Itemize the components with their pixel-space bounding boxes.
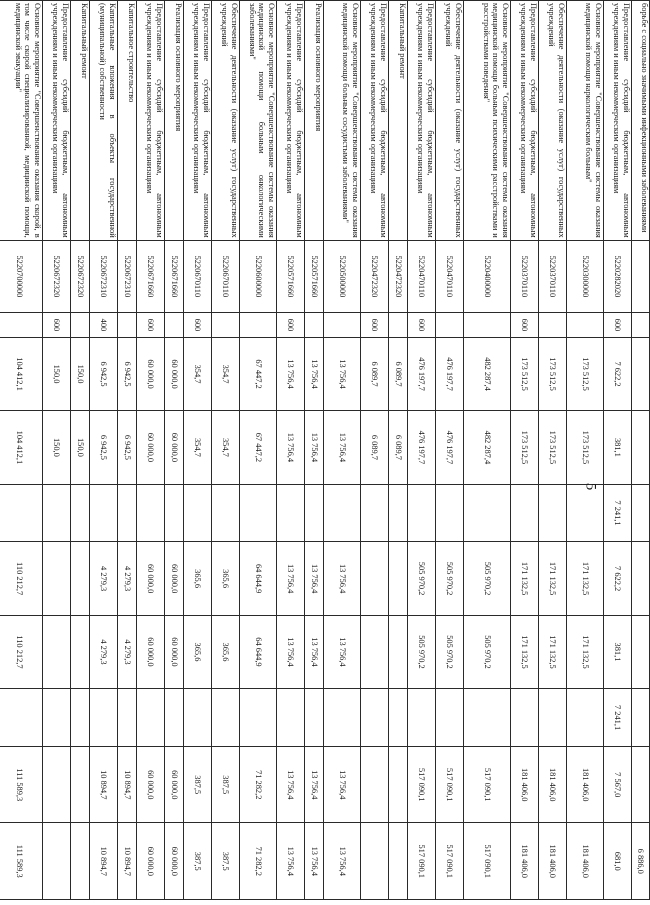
row-value-cell [567, 689, 604, 747]
row-value-cell [43, 689, 71, 747]
row-value-cell [43, 747, 71, 823]
row-value-cell: 13 756,4 [277, 823, 305, 900]
row-value-cell: 4 279,3 [90, 542, 118, 615]
row-value-cell [539, 689, 567, 747]
row-value-cell: 173 512,5 [567, 337, 604, 410]
table-row [212, 1, 240, 900]
row-code-cell: 5220672320 [71, 240, 90, 312]
row-name-cell: Предоставление субсидий бюджетным, автономным учреждениям и иным некоммерческим организациям [277, 1, 305, 241]
row-value-cell [184, 484, 212, 542]
row-value-cell [137, 484, 165, 542]
row-value-cell: 354,7 [212, 411, 240, 484]
row-value-cell [43, 542, 71, 615]
row-value-cell [240, 689, 277, 747]
row-value-cell: 150,0 [43, 337, 71, 410]
row-value-cell: 365,6 [212, 615, 240, 688]
row-vr-cell [632, 313, 650, 338]
table-row [305, 1, 324, 900]
table-row [436, 1, 464, 900]
row-value-cell: 150,0 [43, 411, 71, 484]
row-name-cell: Капитальные вложения в объекты государственной (муниципальной) собственности [90, 1, 118, 241]
row-code-cell: 5220571660 [305, 240, 324, 312]
row-value-cell [632, 484, 650, 542]
table-row [632, 1, 650, 900]
row-value-cell: 365,6 [212, 542, 240, 615]
table-row [361, 1, 389, 900]
row-value-cell: 64 644,9 [240, 615, 277, 688]
row-value-cell [436, 484, 464, 542]
row-value-cell: 171 132,5 [511, 542, 539, 615]
row-vr-cell [240, 313, 277, 338]
row-value-cell [539, 484, 567, 542]
row-value-cell [464, 484, 511, 542]
row-value-cell: 517 090,1 [464, 747, 511, 823]
row-value-cell: 181 406,0 [539, 747, 567, 823]
row-code-cell: 5220670110 [212, 240, 240, 312]
row-value-cell: 381,1 [604, 615, 632, 688]
row-value-cell [389, 484, 408, 542]
row-value-cell: 60 000,0 [137, 747, 165, 823]
row-code-cell: 5220500000 [324, 240, 361, 312]
row-value-cell [71, 615, 90, 688]
row-value-cell: 111 589,3 [0, 747, 43, 823]
row-value-cell: 13 756,4 [305, 615, 324, 688]
row-value-cell: 71 282,2 [240, 823, 277, 900]
row-value-cell: 505 970,2 [464, 542, 511, 615]
row-code-cell: 5220672310 [90, 240, 118, 312]
table-row [277, 1, 305, 900]
row-code-cell: 5220470110 [408, 240, 436, 312]
row-value-cell: 6 089,7 [361, 337, 389, 410]
table-row [240, 1, 277, 900]
row-name-cell: Реализация основного мероприятия [165, 1, 184, 241]
table-row [408, 1, 436, 900]
table-row [137, 1, 165, 900]
table-body [0, 1, 650, 900]
row-value-cell [277, 689, 305, 747]
row-code-cell: 5220370110 [539, 240, 567, 312]
row-value-cell: 4 279,3 [90, 615, 118, 688]
row-value-cell [212, 484, 240, 542]
row-value-cell: 60 000,0 [137, 337, 165, 410]
row-name-cell: Обеспечение деятельности (оказание услуг) государственных учреждений [539, 1, 567, 241]
row-vr-cell: 600 [184, 313, 212, 338]
row-value-cell: 13 756,4 [305, 747, 324, 823]
page-number: 5 [582, 482, 599, 491]
row-code-cell: 5220400000 [464, 240, 511, 312]
row-vr-cell [305, 313, 324, 338]
row-name-cell: Основное мероприятие "Совершенствование системы оказания медицинской помощи больным онкологическими заболеваниями" [240, 1, 277, 241]
row-value-cell: 13 756,4 [305, 823, 324, 900]
row-value-cell: 13 756,4 [277, 747, 305, 823]
row-value-cell: 13 756,4 [305, 542, 324, 615]
row-value-cell: 60 000,0 [137, 411, 165, 484]
row-value-cell: 505 970,2 [408, 542, 436, 615]
row-name-cell: Реализация основного мероприятия [305, 1, 324, 241]
row-value-cell: 517 090,1 [408, 747, 436, 823]
row-value-cell [632, 615, 650, 688]
row-value-cell [389, 689, 408, 747]
row-value-cell [632, 747, 650, 823]
row-value-cell: 67 447,2 [240, 411, 277, 484]
row-value-cell [43, 823, 71, 900]
row-value-cell: 64 644,9 [240, 542, 277, 615]
row-name-cell: Капитальное строительство [118, 1, 137, 241]
row-value-cell: 13 756,4 [277, 337, 305, 410]
row-vr-cell [539, 313, 567, 338]
row-value-cell: 505 970,2 [436, 542, 464, 615]
row-value-cell: 354,7 [184, 337, 212, 410]
row-vr-cell [567, 313, 604, 338]
row-value-cell: 476 197,7 [408, 337, 436, 410]
row-value-cell: 505 970,2 [408, 615, 436, 688]
row-vr-cell [389, 313, 408, 338]
row-value-cell [389, 615, 408, 688]
row-value-cell [632, 542, 650, 615]
row-code-cell: 5220700000 [0, 240, 43, 312]
row-value-cell [71, 484, 90, 542]
row-value-cell [71, 542, 90, 615]
table-row [71, 1, 90, 900]
row-value-cell: 171 132,5 [539, 615, 567, 688]
row-value-cell: 387,5 [184, 823, 212, 900]
row-value-cell: 6 942,5 [90, 411, 118, 484]
row-name-cell: Капитальный ремонт [71, 1, 90, 241]
row-value-cell: 6 089,7 [389, 337, 408, 410]
table-row [184, 1, 212, 900]
row-value-cell [389, 823, 408, 900]
row-value-cell [361, 747, 389, 823]
row-value-cell: 387,5 [184, 747, 212, 823]
row-code-cell: 5220470110 [436, 240, 464, 312]
row-name-cell: Капитальный ремонт [389, 1, 408, 241]
row-value-cell [71, 747, 90, 823]
table-row [118, 1, 137, 900]
row-value-cell: 7 567,0 [604, 747, 632, 823]
row-value-cell: 67 447,2 [240, 337, 277, 410]
row-value-cell: 71 282,2 [240, 747, 277, 823]
table-row [511, 1, 539, 900]
row-vr-cell: 600 [361, 313, 389, 338]
row-code-cell: 5220571660 [277, 240, 305, 312]
table-row [604, 1, 632, 900]
row-value-cell: 110 212,7 [0, 615, 43, 688]
row-value-cell [165, 689, 184, 747]
table-row [43, 1, 71, 900]
row-value-cell [305, 689, 324, 747]
row-value-cell: 354,7 [184, 411, 212, 484]
row-value-cell [408, 484, 436, 542]
row-value-cell: 171 132,5 [567, 615, 604, 688]
table-row [539, 1, 567, 900]
table-row [0, 1, 43, 900]
row-value-cell: 173 512,5 [539, 337, 567, 410]
row-value-cell [361, 823, 389, 900]
row-name-cell: Предоставление субсидий бюджетным, автономным учреждениям и иным некоммерческим организациям [511, 1, 539, 241]
row-value-cell: 171 132,5 [567, 542, 604, 615]
row-value-cell: 4 279,3 [118, 542, 137, 615]
row-vr-cell [71, 313, 90, 338]
row-value-cell: 173 512,5 [567, 411, 604, 484]
row-value-cell [361, 689, 389, 747]
row-value-cell: 13 756,4 [324, 823, 361, 900]
row-value-cell: 181 406,0 [511, 823, 539, 900]
row-value-cell: 517 090,1 [464, 823, 511, 900]
row-value-cell [305, 484, 324, 542]
row-value-cell [212, 689, 240, 747]
rotated-table-container [14, 0, 650, 900]
row-value-cell: 10 894,7 [118, 823, 137, 900]
row-value-cell [632, 411, 650, 484]
row-value-cell: 476 197,7 [436, 337, 464, 410]
row-name-cell: Основное мероприятие "Совершенствование системы оказания медицинской помощи наркологическим больным" [567, 1, 604, 241]
row-value-cell: 173 512,5 [511, 337, 539, 410]
row-value-cell [632, 689, 650, 747]
row-code-cell: 5220671660 [137, 240, 165, 312]
row-value-cell: 482 287,4 [464, 337, 511, 410]
row-value-cell [71, 689, 90, 747]
row-value-cell: 10 894,7 [118, 747, 137, 823]
row-value-cell: 60 000,0 [165, 337, 184, 410]
row-vr-cell [212, 313, 240, 338]
row-value-cell: 173 512,5 [539, 411, 567, 484]
row-value-cell [408, 689, 436, 747]
row-value-cell: 7 622,2 [604, 337, 632, 410]
row-value-cell [184, 689, 212, 747]
table-row [567, 1, 604, 900]
table-row [389, 1, 408, 900]
row-value-cell: 354,7 [212, 337, 240, 410]
row-value-cell: 111 589,3 [0, 823, 43, 900]
row-name-cell: Обеспечение деятельности (оказание услуг) государственных учреждений [212, 1, 240, 241]
row-value-cell: 150,0 [71, 411, 90, 484]
row-value-cell: 381,1 [604, 411, 632, 484]
row-name-cell: Основное мероприятие "Совершенствование оказания скорой, в том числе скорой специализированной, медицинской помощи, медицинской эвакуации" [0, 1, 43, 241]
row-value-cell: 104 412,1 [0, 411, 43, 484]
row-value-cell: 104 412,1 [0, 337, 43, 410]
row-value-cell: 476 197,7 [408, 411, 436, 484]
row-value-cell [71, 823, 90, 900]
row-value-cell [567, 484, 604, 542]
table-row [324, 1, 361, 900]
row-value-cell [324, 484, 361, 542]
row-value-cell: 171 132,5 [511, 615, 539, 688]
row-value-cell: 13 756,4 [277, 411, 305, 484]
row-value-cell [0, 484, 43, 542]
row-value-cell [361, 615, 389, 688]
row-vr-cell [0, 313, 43, 338]
row-value-cell [464, 689, 511, 747]
row-code-cell: 5220672310 [118, 240, 137, 312]
row-value-cell [389, 747, 408, 823]
row-value-cell: 13 756,4 [277, 615, 305, 688]
row-value-cell [632, 337, 650, 410]
row-value-cell [389, 542, 408, 615]
row-code-cell: 5220672320 [43, 240, 71, 312]
row-vr-cell: 600 [408, 313, 436, 338]
row-name-cell: Предоставление субсидий бюджетным, автономным учреждениям и иным некоммерческим организациям [408, 1, 436, 241]
row-code-cell: 5220472320 [389, 240, 408, 312]
row-value-cell: 476 197,7 [436, 411, 464, 484]
row-code-cell: 5220670110 [184, 240, 212, 312]
row-vr-cell [436, 313, 464, 338]
row-value-cell: 10 894,7 [90, 823, 118, 900]
table-row [464, 1, 511, 900]
row-code-cell: 5220472320 [361, 240, 389, 312]
row-value-cell: 13 756,4 [305, 411, 324, 484]
row-value-cell: 173 512,5 [511, 411, 539, 484]
row-value-cell: 13 756,4 [305, 337, 324, 410]
row-value-cell: 387,5 [212, 747, 240, 823]
row-value-cell: 150,0 [71, 337, 90, 410]
row-value-cell: 181 406,0 [539, 823, 567, 900]
row-vr-cell [165, 313, 184, 338]
row-value-cell: 10 894,7 [90, 747, 118, 823]
row-value-cell [90, 484, 118, 542]
row-vr-cell [464, 313, 511, 338]
row-value-cell: 505 970,2 [464, 615, 511, 688]
row-value-cell: 7 241,1 [604, 689, 632, 747]
row-value-cell: 387,5 [212, 823, 240, 900]
row-value-cell: 681,0 [604, 823, 632, 900]
row-value-cell: 6 089,7 [361, 411, 389, 484]
row-name-cell: Предоставление субсидий бюджетным, автономным учреждениям и иным некоммерческим организациям [184, 1, 212, 241]
row-value-cell: 517 090,1 [436, 747, 464, 823]
row-value-cell: 13 756,4 [324, 747, 361, 823]
table-row [90, 1, 118, 900]
row-value-cell: 60 000,0 [165, 542, 184, 615]
row-value-cell: 13 756,4 [324, 337, 361, 410]
row-value-cell [43, 484, 71, 542]
row-code-cell: 5220600000 [240, 240, 277, 312]
row-value-cell: 60 000,0 [165, 411, 184, 484]
row-value-cell [165, 484, 184, 542]
row-value-cell: 517 090,1 [408, 823, 436, 900]
row-name-cell: Основное мероприятие "Совершенствование системы оказания медицинской помощи больным сосудистыми заболеваниями" [324, 1, 361, 241]
row-value-cell: 60 000,0 [137, 615, 165, 688]
row-value-cell: 60 000,0 [165, 823, 184, 900]
row-value-cell: 6 089,7 [389, 411, 408, 484]
row-code-cell [632, 240, 650, 312]
row-name-cell: Основное мероприятие "Совершенствование системы оказания медицинской помощи больным психическими расстройствами и расстройствами поведения" [464, 1, 511, 241]
row-value-cell: 517 090,1 [436, 823, 464, 900]
row-value-cell: 7 622,2 [604, 542, 632, 615]
row-value-cell: 505 970,2 [436, 615, 464, 688]
row-value-cell: 6 942,5 [118, 411, 137, 484]
row-vr-cell: 600 [43, 313, 71, 338]
row-value-cell: 60 000,0 [165, 615, 184, 688]
row-value-cell [118, 689, 137, 747]
row-value-cell: 482 287,4 [464, 411, 511, 484]
row-value-cell: 13 756,4 [324, 615, 361, 688]
row-value-cell: 13 756,4 [324, 411, 361, 484]
row-code-cell: 5220300000 [567, 240, 604, 312]
row-value-cell [0, 689, 43, 747]
row-value-cell: 60 000,0 [137, 823, 165, 900]
row-value-cell [240, 484, 277, 542]
row-value-cell: 181 406,0 [567, 747, 604, 823]
row-name-cell: Предоставление субсидий бюджетным, автономным учреждениям и иным некоммерческим организациям [43, 1, 71, 241]
row-name-cell: Предоставление субсидий бюджетным, автономным учреждениям и иным некоммерческим организациям [137, 1, 165, 241]
row-code-cell: 5220370110 [511, 240, 539, 312]
table-row [165, 1, 184, 900]
row-vr-cell: 400 [90, 313, 118, 338]
row-value-cell: 60 000,0 [137, 542, 165, 615]
row-value-cell: 171 132,5 [539, 542, 567, 615]
row-value-cell [277, 484, 305, 542]
row-value-cell [324, 689, 361, 747]
row-value-cell: 365,6 [184, 615, 212, 688]
row-value-cell: 60 000,0 [165, 747, 184, 823]
row-value-cell: 6 886,0 [632, 823, 650, 900]
row-value-cell: 13 756,4 [324, 542, 361, 615]
row-value-cell: 4 279,3 [118, 615, 137, 688]
row-value-cell [361, 542, 389, 615]
row-value-cell: 181 406,0 [511, 747, 539, 823]
row-vr-cell [118, 313, 137, 338]
row-code-cell: 5220671660 [165, 240, 184, 312]
row-value-cell [90, 689, 118, 747]
row-vr-cell: 600 [604, 313, 632, 338]
row-value-cell [511, 484, 539, 542]
row-code-cell: 5220282020 [604, 240, 632, 312]
row-name-cell: Предоставление субсидий бюджетным, автономным учреждениям и иным некоммерческим организациям [361, 1, 389, 241]
row-value-cell: 6 942,5 [118, 337, 137, 410]
row-value-cell [361, 484, 389, 542]
row-name-cell: Предоставление субсидий бюджетным, автономным учреждениям и иным некоммерческим организациям [604, 1, 632, 241]
row-value-cell: 365,6 [184, 542, 212, 615]
row-value-cell [436, 689, 464, 747]
row-value-cell: 6 942,5 [90, 337, 118, 410]
row-value-cell [511, 689, 539, 747]
row-value-cell: 13 756,4 [277, 542, 305, 615]
row-vr-cell [324, 313, 361, 338]
row-name-cell: борьбе с социально значимыми инфекционными заболеваниями [632, 1, 650, 241]
row-value-cell [43, 615, 71, 688]
row-vr-cell: 600 [277, 313, 305, 338]
row-vr-cell: 600 [511, 313, 539, 338]
row-value-cell: 110 212,7 [0, 542, 43, 615]
row-value-cell [137, 689, 165, 747]
row-vr-cell: 600 [137, 313, 165, 338]
row-value-cell [118, 484, 137, 542]
row-value-cell: 181 406,0 [567, 823, 604, 900]
row-value-cell: 7 241,1 [604, 484, 632, 542]
row-name-cell: Обеспечение деятельности (оказание услуг) государственных учреждений [436, 1, 464, 241]
